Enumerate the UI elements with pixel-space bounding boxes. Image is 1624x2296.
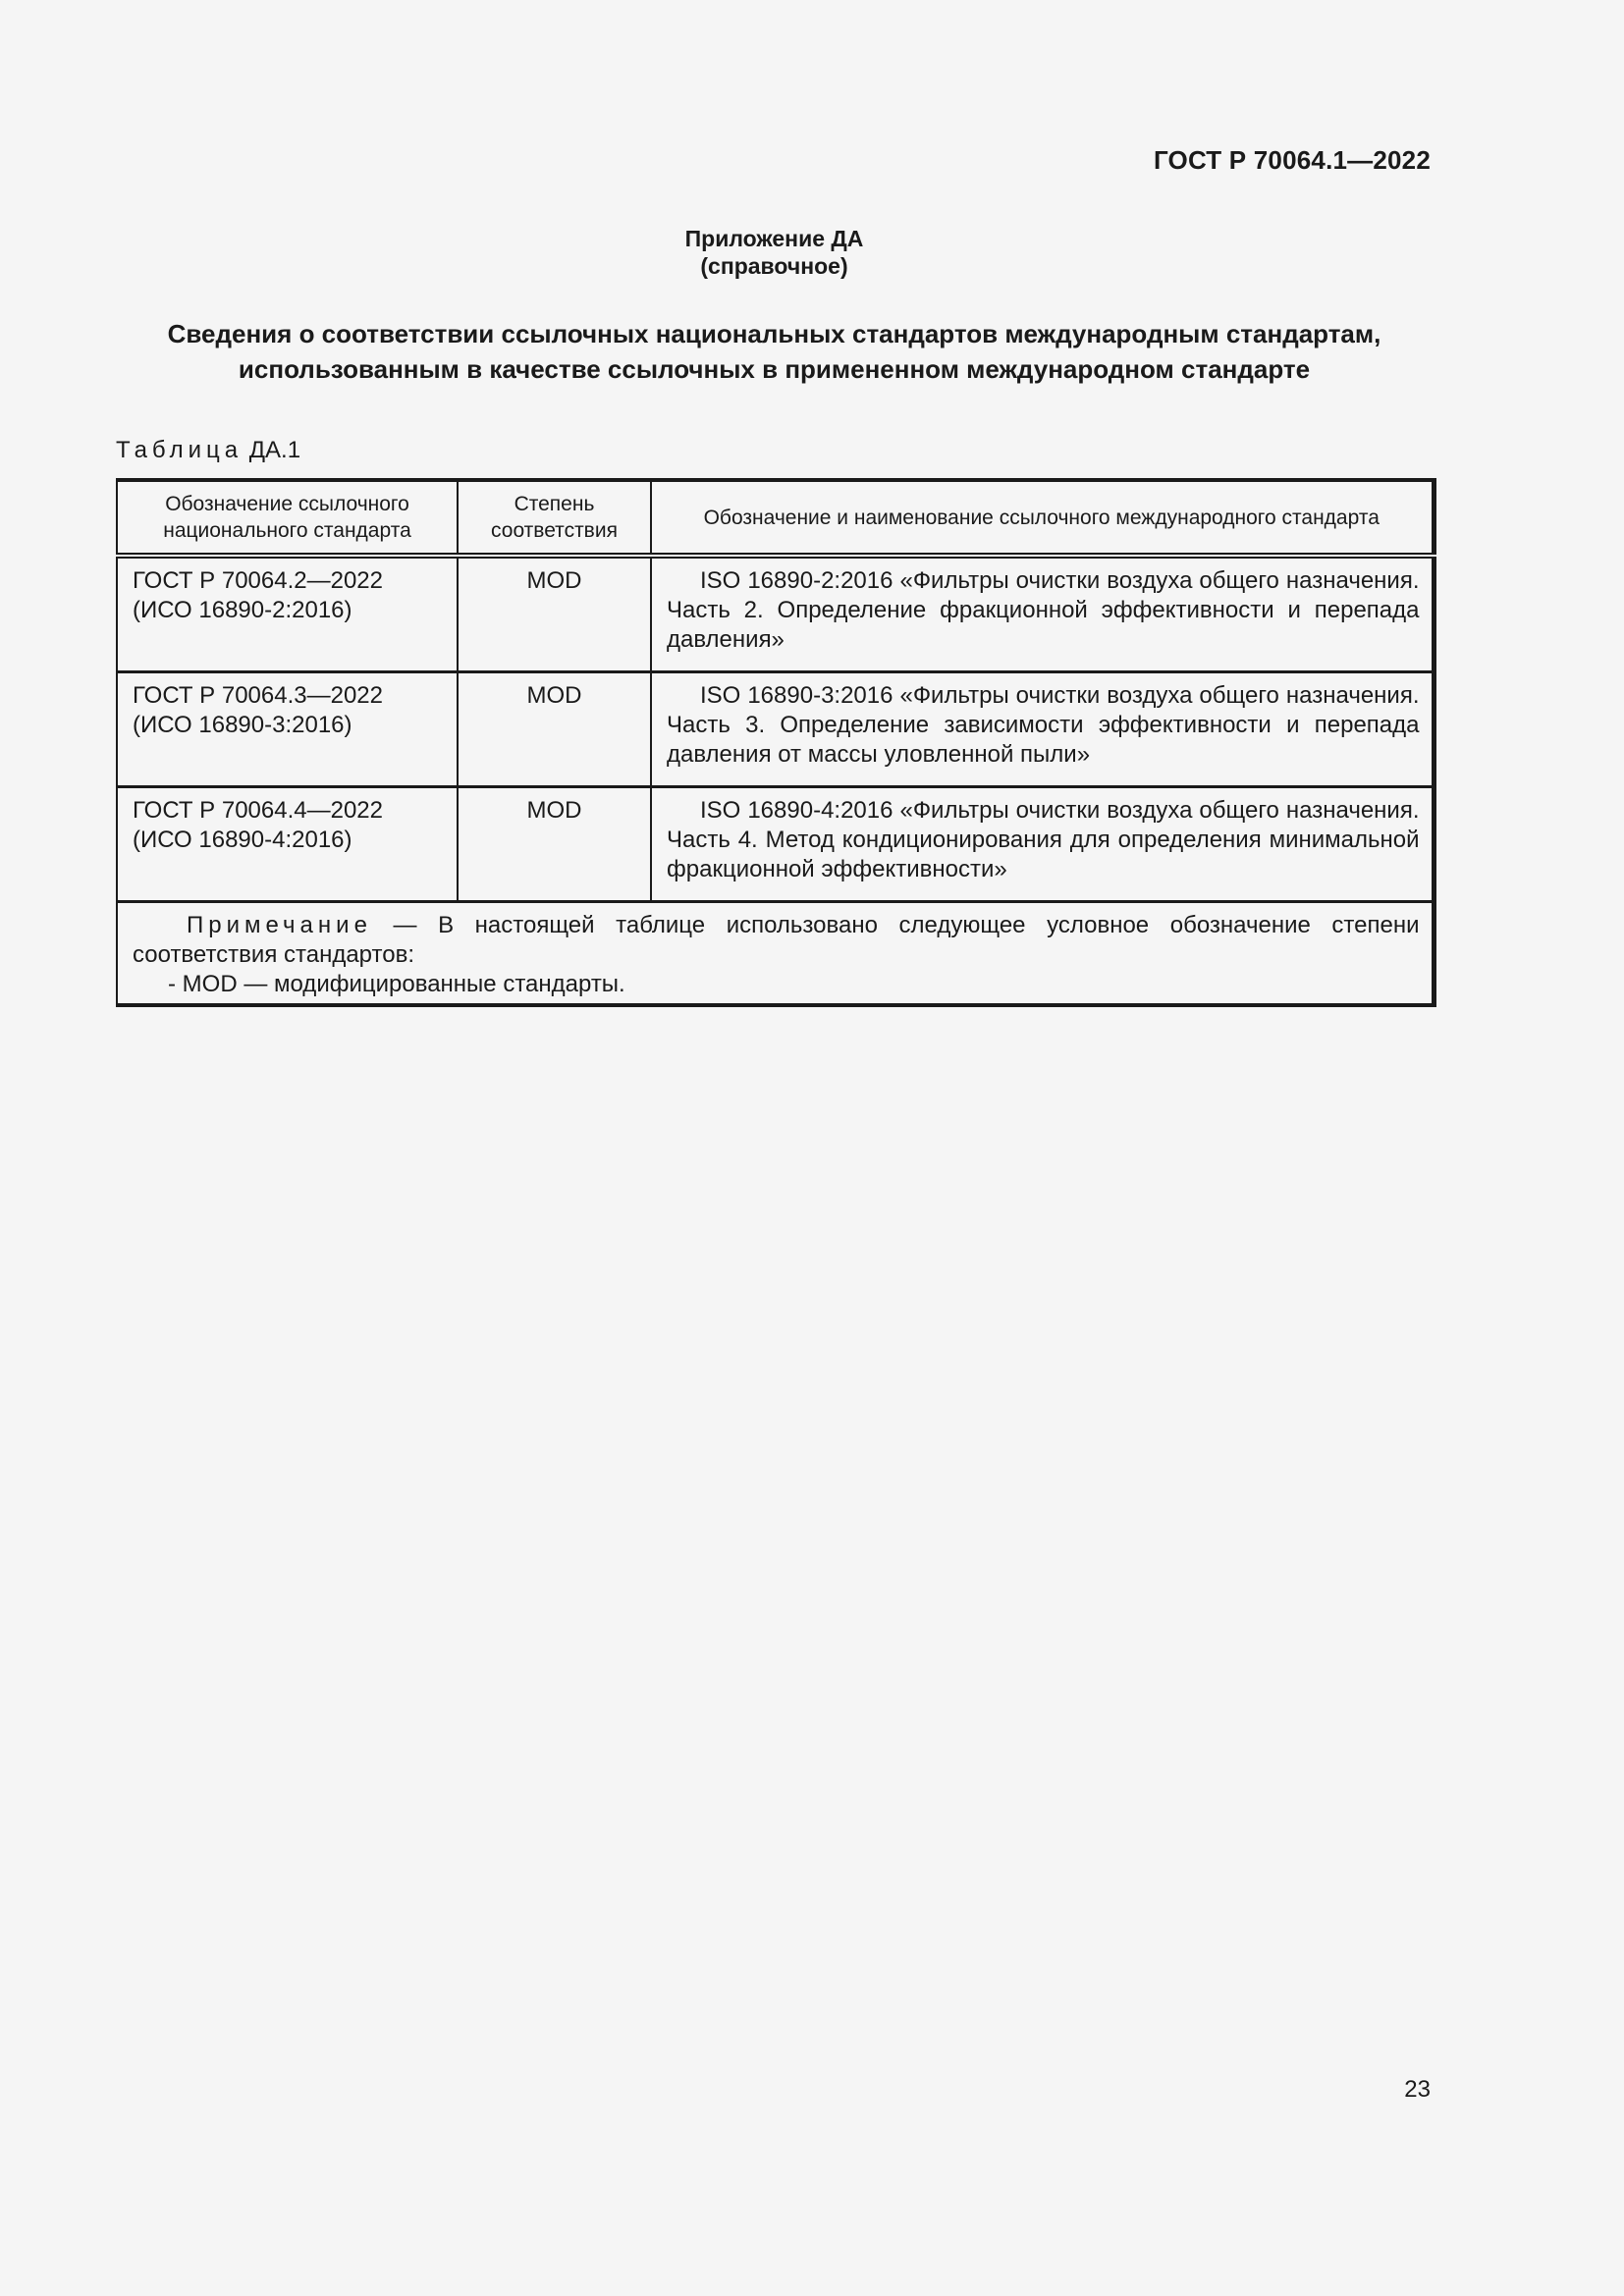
column-header-degree: Степень соответствия — [458, 480, 651, 556]
table-row — [117, 556, 1434, 672]
national-standard-cell — [117, 787, 458, 902]
degree-cell: MOD — [458, 556, 651, 672]
section-title — [0, 316, 1548, 387]
national-standard-iso-ref: (ИСО 16890-2:2016) — [133, 597, 352, 623]
national-standard-code: ГОСТ Р 70064.4—2022 — [133, 797, 383, 824]
table-caption-number: ДА.1 — [248, 437, 301, 463]
international-standard-cell: ISO 16890-3:2016 «Фильтры очистки воздуха общего назначения. Часть 3. Определение зависимости эффективности и перепада давления от массы уловленной пыли» — [651, 672, 1434, 787]
column-header-international-standard: Обозначение и наименование ссылочного международного стандарта — [651, 480, 1434, 556]
international-standard-cell: ISO 16890-2:2016 «Фильтры очистки воздуха общего назначения. Часть 2. Определение фракционной эффективности и перепада давления» — [651, 556, 1434, 672]
note-paragraph — [133, 911, 1420, 970]
degree-cell: MOD — [458, 672, 651, 787]
note-label: Примечание — [187, 912, 372, 938]
section-title-line-2: использованным в качестве ссылочных в примененном международном стандарте — [238, 354, 1311, 384]
note-item: - MOD — модифицированные стандарты. — [168, 971, 625, 997]
national-standard-cell — [117, 556, 458, 672]
section-title-line-1: Сведения о соответствии ссылочных национальных стандартов международным стандартам, — [167, 319, 1381, 348]
appendix-type: (справочное) — [700, 253, 848, 279]
national-standard-iso-ref: (ИСО 16890-4:2016) — [133, 827, 352, 853]
table-caption-word: Таблица — [116, 437, 244, 463]
national-standard-iso-ref: (ИСО 16890-3:2016) — [133, 712, 352, 738]
table-note — [117, 902, 1434, 1006]
page-number: 23 — [1404, 2076, 1431, 2103]
appendix-heading — [0, 225, 1548, 280]
column-header-national-standard: Обозначение ссылочного национального стандарта — [117, 480, 458, 556]
table-row — [117, 787, 1434, 902]
national-standard-code: ГОСТ Р 70064.3—2022 — [133, 682, 383, 709]
national-standard-code: ГОСТ Р 70064.2—2022 — [133, 567, 383, 594]
international-standard-cell: ISO 16890-4:2016 «Фильтры очистки воздуха общего назначения. Часть 4. Метод кондиционирования для определения минимальной фракционной эффективности» — [651, 787, 1434, 902]
table-row — [117, 672, 1434, 787]
table-caption — [116, 437, 300, 464]
appendix-label: Приложение ДА — [684, 226, 864, 251]
note-text: — В настоящей таблице использовано следующее условное обозначение степени соответствия стандартов: — [133, 912, 1420, 968]
correspondence-table — [116, 478, 1436, 1007]
national-standard-cell — [117, 672, 458, 787]
degree-cell: MOD — [458, 787, 651, 902]
table-header-row — [117, 480, 1434, 556]
table-note-row — [117, 902, 1434, 1006]
document-code: ГОСТ Р 70064.1—2022 — [1153, 145, 1431, 175]
